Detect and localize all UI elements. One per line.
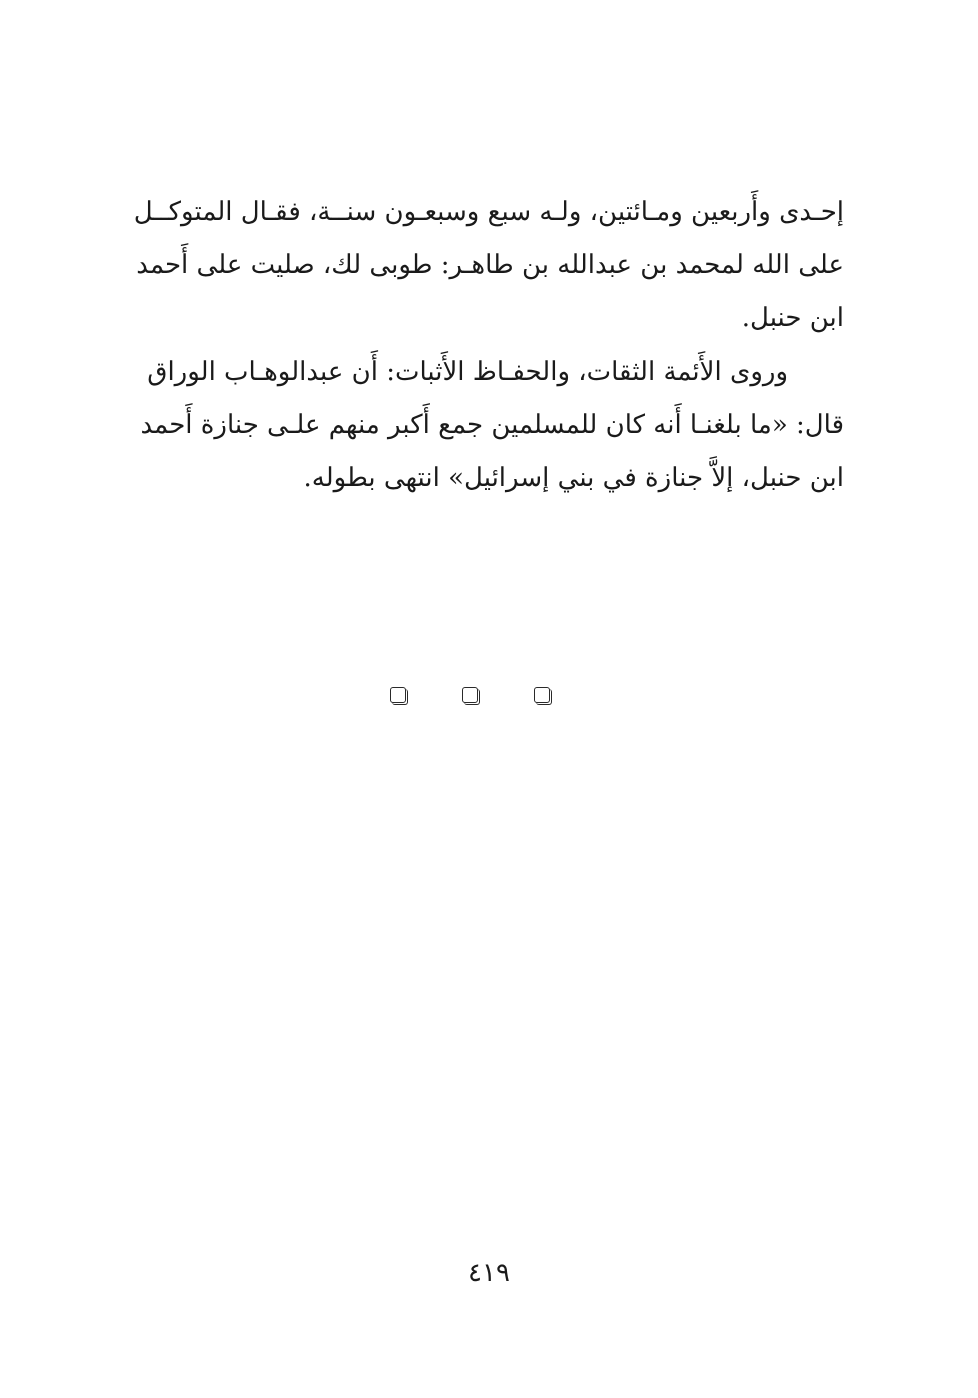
section-separator <box>390 684 550 706</box>
text-line: على الله لمحمد بن عبدالله بن طاهـر: طوبى لك، صليت على أَحمد <box>136 250 844 280</box>
separator-box-icon <box>462 687 478 703</box>
separator-box-icon <box>390 687 406 703</box>
separator-box-icon <box>534 687 550 703</box>
page-number: ٤١٩ <box>468 1258 510 1288</box>
paragraph-narration <box>134 346 844 505</box>
text-line: إحـدى وأَربعين ومـائتين، ولـه سبع وسبعـون سنــة، فقـال المتوكــل <box>133 197 844 227</box>
text-line: ابن حنبل. <box>741 303 844 333</box>
paragraph-continuation <box>134 186 844 345</box>
text-line: ابن حنبل، إلاَّ جنازة في بني إسرائيل» انتهى بطوله. <box>303 463 844 493</box>
text-line: قال: «ما بلغنـا أَنه كان للمسلمين جمع أَكبر منهم علـى جنازة أَحمد <box>140 410 844 440</box>
text-line: وروى الأَئمة الثقات، والحفـاظ الأَثبات: أَن عبدالوهـاب الوراق <box>147 357 788 387</box>
